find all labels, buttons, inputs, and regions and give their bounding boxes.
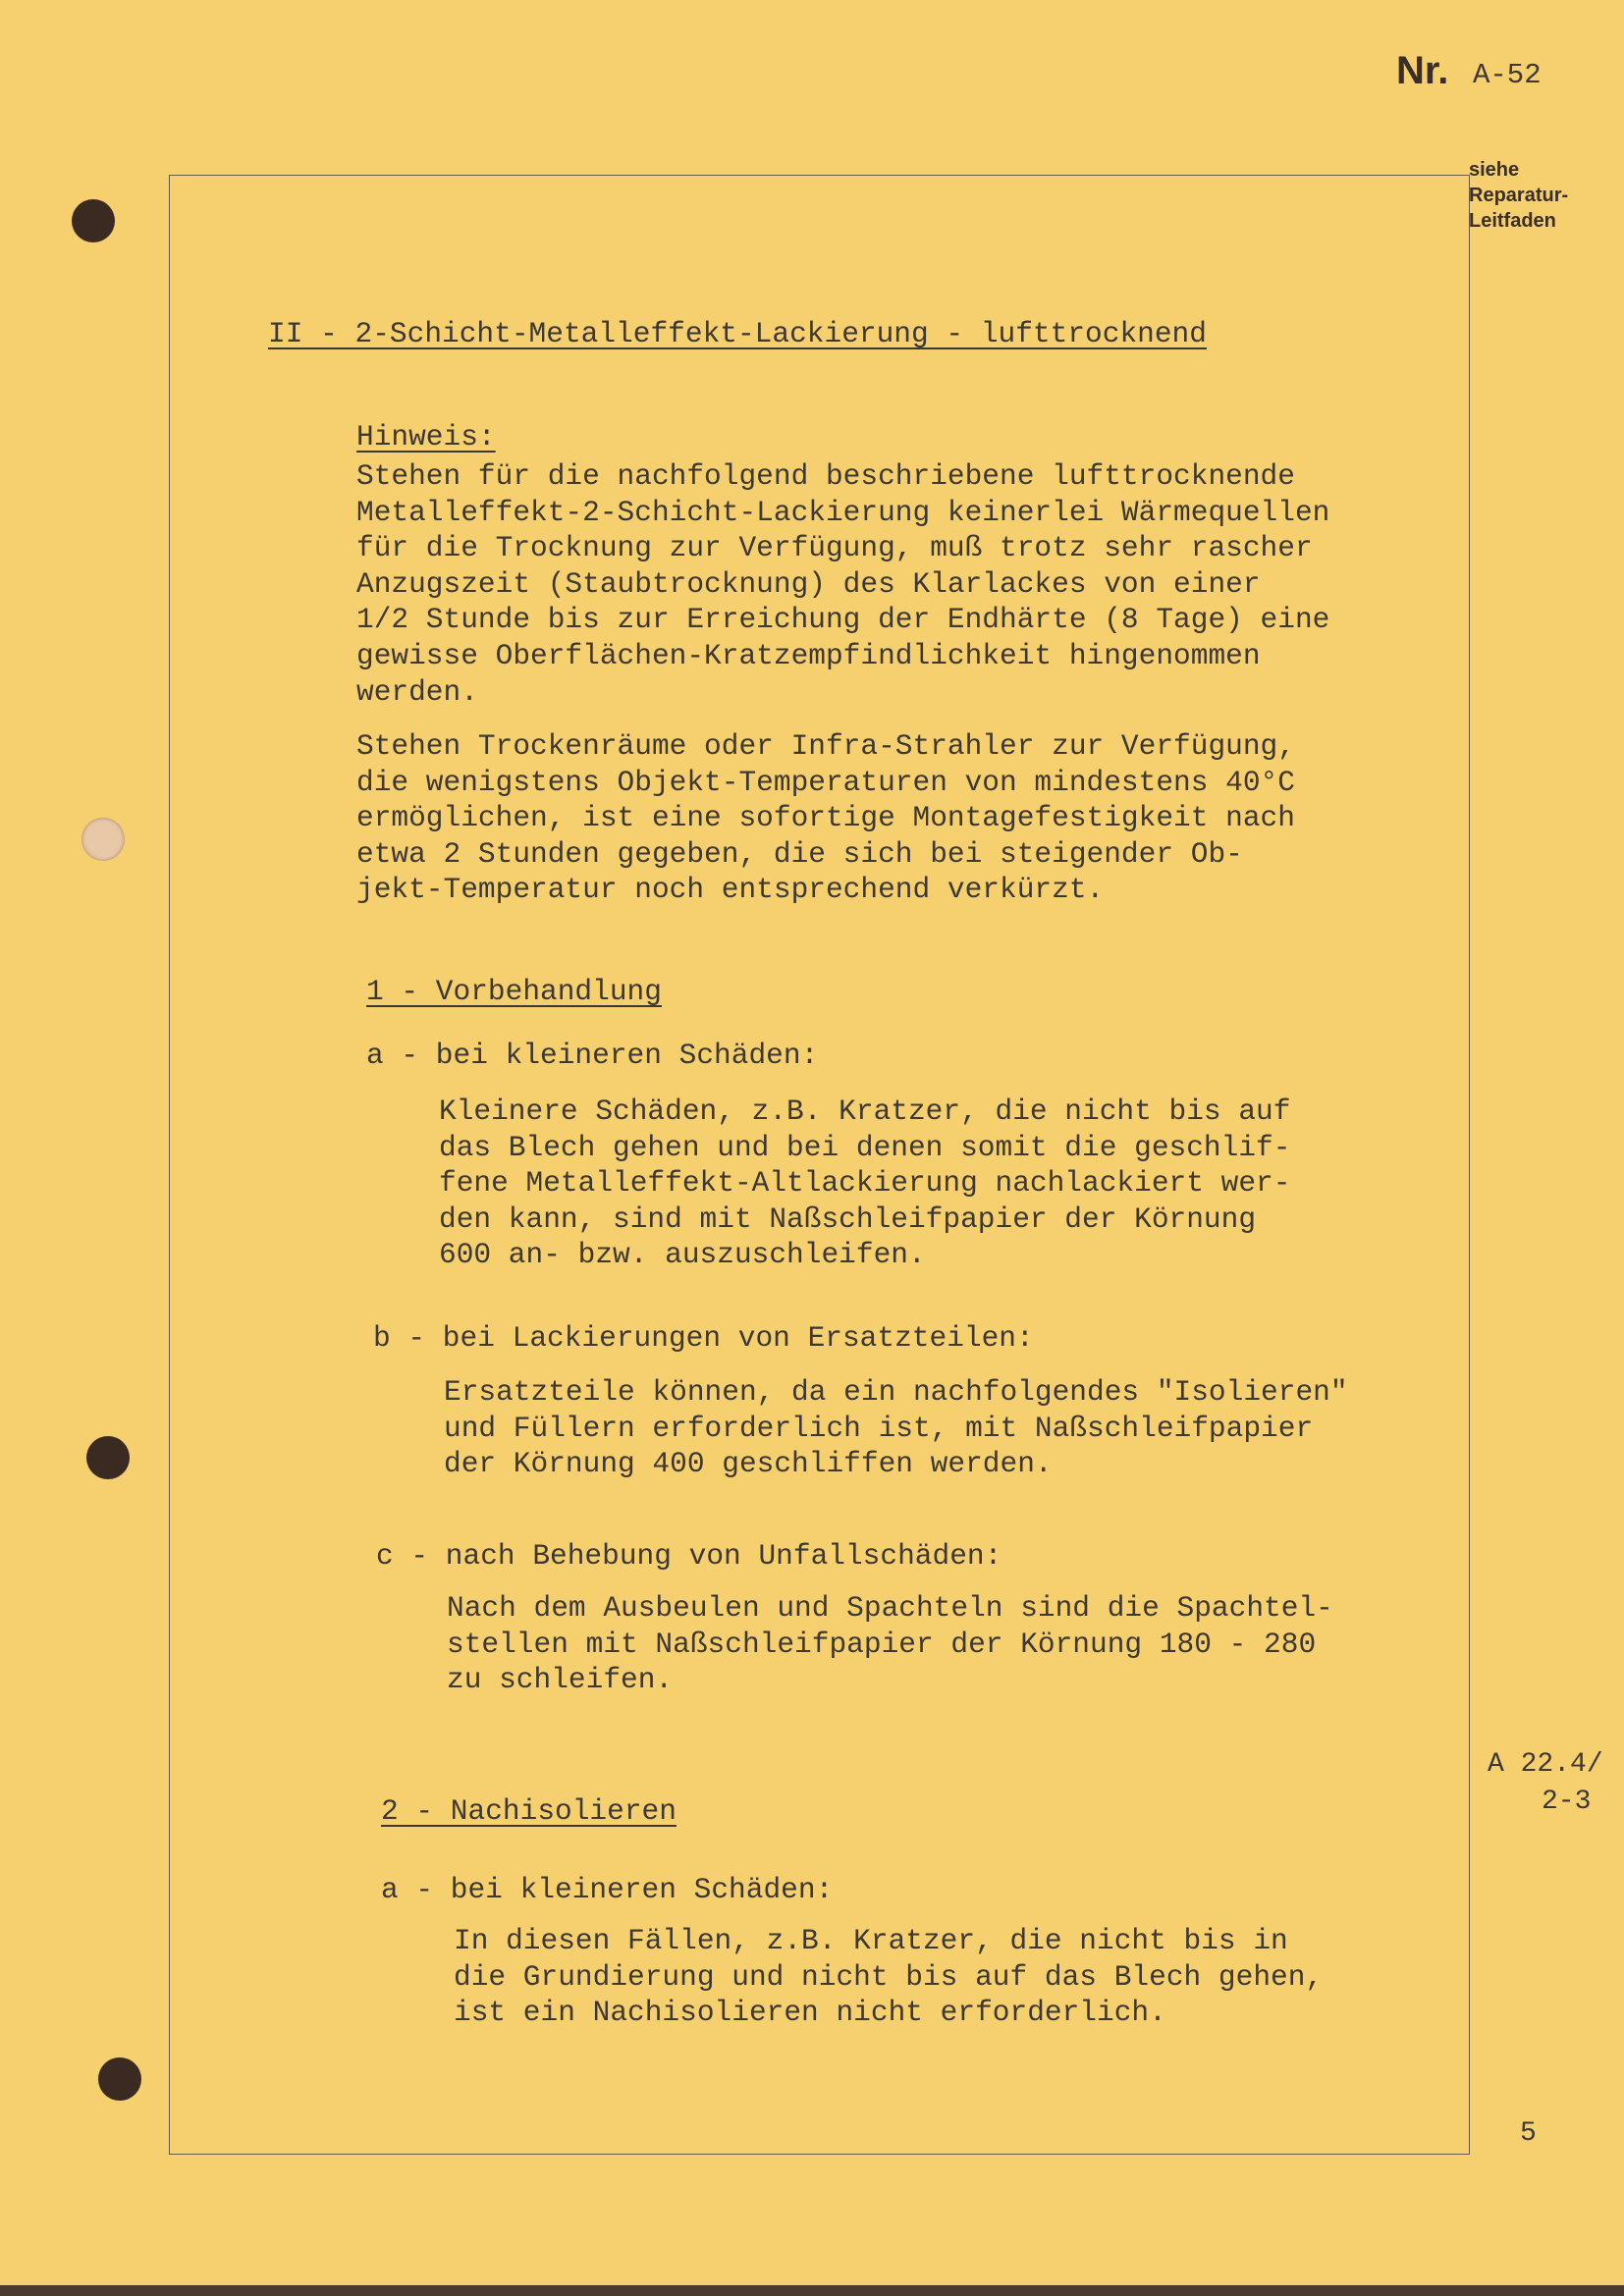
page-number: 5	[1520, 2118, 1537, 2149]
text-line: für die Trocknung zur Verfügung, muß trotz sehr rascher	[356, 531, 1313, 565]
text-line: stellen mit Naßschleifpapier der Körnung 180 - 280	[447, 1627, 1317, 1661]
text-line: der Körnung 400 geschliffen werden.	[444, 1447, 1053, 1481]
text-line: Metalleffekt-2-Schicht-Lackierung keinerlei Wärmequellen	[356, 495, 1330, 529]
text-line: Ersatzteile können, da ein nachfolgendes "Isolieren"	[444, 1375, 1348, 1409]
section-1a-label: a - bei kleineren Schäden:	[366, 1039, 819, 1072]
punch-hole	[81, 818, 125, 861]
section-1b-label: b - bei Lackierungen von Ersatzteilen:	[373, 1321, 1034, 1355]
text-line: 600 an- bzw. auszuschleifen.	[439, 1238, 926, 1272]
text-line: Kleinere Schäden, z.B. Kratzer, die nicht bis auf	[439, 1095, 1291, 1128]
punch-hole	[98, 2057, 141, 2101]
text-line: ist ein Nachisolieren nicht erforderlich.	[454, 1996, 1166, 2030]
document-title: II - 2-Schicht-Metalleffekt-Lackierung - lufttrocknend	[268, 317, 1207, 350]
text-line: 1/2 Stunde bis zur Erreichung der Endhärte (8 Tage) eine	[356, 603, 1330, 637]
side-note-line: Leitfaden	[1469, 210, 1556, 232]
text-line: jekt-Temperatur noch entsprechend verkürzt.	[356, 873, 1105, 907]
number-label: Nr.	[1396, 49, 1449, 92]
text-line: Stehen Trockenräume oder Infra-Strahler zur Verfügung,	[356, 729, 1295, 763]
punch-hole	[86, 1436, 130, 1479]
side-reference: 2-3	[1542, 1787, 1592, 1817]
section-1c-text	[447, 1590, 1333, 1698]
hinweis-paragraph-1	[356, 458, 1329, 710]
text-line: den kann, sind mit Naßschleifpapier der Körnung	[439, 1201, 1257, 1236]
section-1b-text	[444, 1374, 1348, 1482]
text-line: die wenigstens Objekt-Temperaturen von mindestens 40°C	[356, 765, 1295, 799]
scan-edge	[0, 2285, 1624, 2296]
side-note-line: Reparatur-	[1469, 185, 1569, 206]
punch-hole	[72, 199, 115, 242]
side-note-line: siehe	[1469, 159, 1520, 181]
text-line: und Füllern erforderlich ist, mit Naßschleifpapier	[444, 1411, 1314, 1445]
section-1c-label: c - nach Behebung von Unfallschäden:	[376, 1539, 1002, 1573]
text-line: Anzugszeit (Staubtrocknung) des Klarlackes von einer	[356, 566, 1261, 601]
section-2-heading: 2 - Nachisolieren	[381, 1794, 677, 1828]
section-2a-text	[454, 1923, 1323, 2031]
section-1a-text	[439, 1094, 1290, 1273]
hinweis-paragraph-2	[356, 728, 1295, 908]
text-line: die Grundierung und nicht bis auf das Blech gehen,	[454, 1959, 1324, 1994]
text-line: Stehen für die nachfolgend beschriebene lufttrocknende	[356, 459, 1295, 493]
side-reference: A 22.4/	[1488, 1749, 1603, 1780]
side-note	[1469, 157, 1568, 234]
document-number: A-52	[1473, 59, 1542, 91]
text-line: In diesen Fällen, z.B. Kratzer, die nicht bis in	[454, 1924, 1288, 1957]
section-2a-label: a - bei kleineren Schäden:	[381, 1873, 834, 1906]
text-line: fene Metalleffekt-Altlackierung nachlackiert wer-	[439, 1166, 1291, 1201]
hinweis-heading: Hinweis:	[356, 420, 496, 454]
text-line: Nach dem Ausbeulen und Spachteln sind die Spachtel-	[447, 1591, 1333, 1625]
section-1-heading: 1 - Vorbehandlung	[366, 975, 662, 1008]
text-line: zu schleifen.	[447, 1663, 674, 1697]
text-line: ermöglichen, ist eine sofortige Montagefestigkeit nach	[356, 801, 1295, 835]
text-line: gewisse Oberflächen-Kratzempfindlichkeit hingenommen	[356, 638, 1261, 672]
text-line: das Blech gehen und bei denen somit die geschlif-	[439, 1130, 1291, 1164]
text-line: werden.	[356, 674, 478, 709]
text-line: etwa 2 Stunden gegeben, die sich bei steigender Ob-	[356, 836, 1243, 871]
